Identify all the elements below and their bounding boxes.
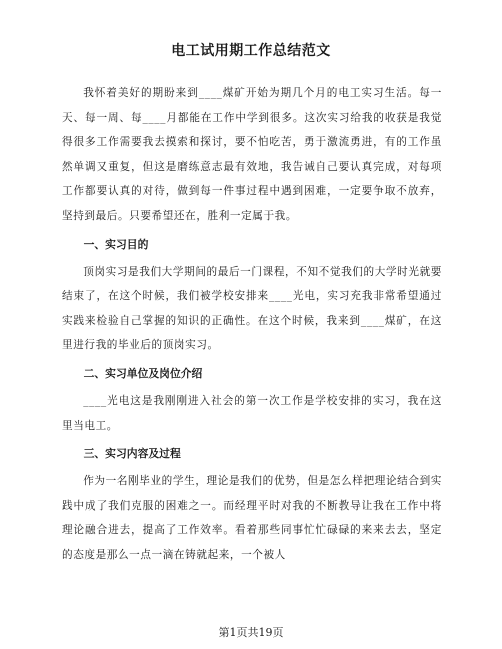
paragraph-intro: 我怀着美好的期盼来到____煤矿开始为期几个月的电工实习生活。每一天、每一周、每____月都能在工作中学到很多。这次实习给我的收获是我觉得很多工作需要我去摸索和探讨，要不怕吃苦，勇于激流勇进，有的工作虽然单调又重复，但这是磨练意志最有效地，我告诫自己要认真完成，对每项工作都要认真的对待，做到每一件事过程中遇到困难，一定要争取不放弃，坚持到最后。只要希望还在，胜利一定属于我。 <box>62 87 442 222</box>
page-title: 电工试用期工作总结范文 <box>171 43 331 59</box>
document-body <box>62 81 442 568</box>
section-heading-content: 三、实习内容及过程 <box>83 447 181 461</box>
paragraph-unit: ____光电这是我刚刚进入社会的第一次工作是学校安排的实习，我在这里当电工。 <box>62 394 442 432</box>
section-heading-unit: 二、实习单位及岗位介绍 <box>83 366 203 380</box>
page-number-footer: 第1页共19页 <box>218 626 284 639</box>
section-heading-purpose: 一、实习目的 <box>83 237 149 251</box>
paragraph-purpose: 顶岗实习是我们大学期间的最后一门课程，不知不觉我们的大学时光就要结束了，在这个时候，我们被学校安排来____光电，实习充我非常希望通过实践来检验自己掌握的知识的正确性。在这个时候，我来到____煤矿，在这里进行我的毕业后的顶岗实习。 <box>62 265 442 352</box>
paragraph-content: 作为一名刚毕业的学生，理论是我们的优势，但是怎么样把理论结合到实践中成了我们克服的困难之一。而经理平时对我的不断教导让我在工作中将理论融合进去，提高了工作效率。看着那些同事忙忙碌碌的来来去去，坚定的态度是那么一点一滴在铸就起来，一个被人 <box>62 475 442 561</box>
